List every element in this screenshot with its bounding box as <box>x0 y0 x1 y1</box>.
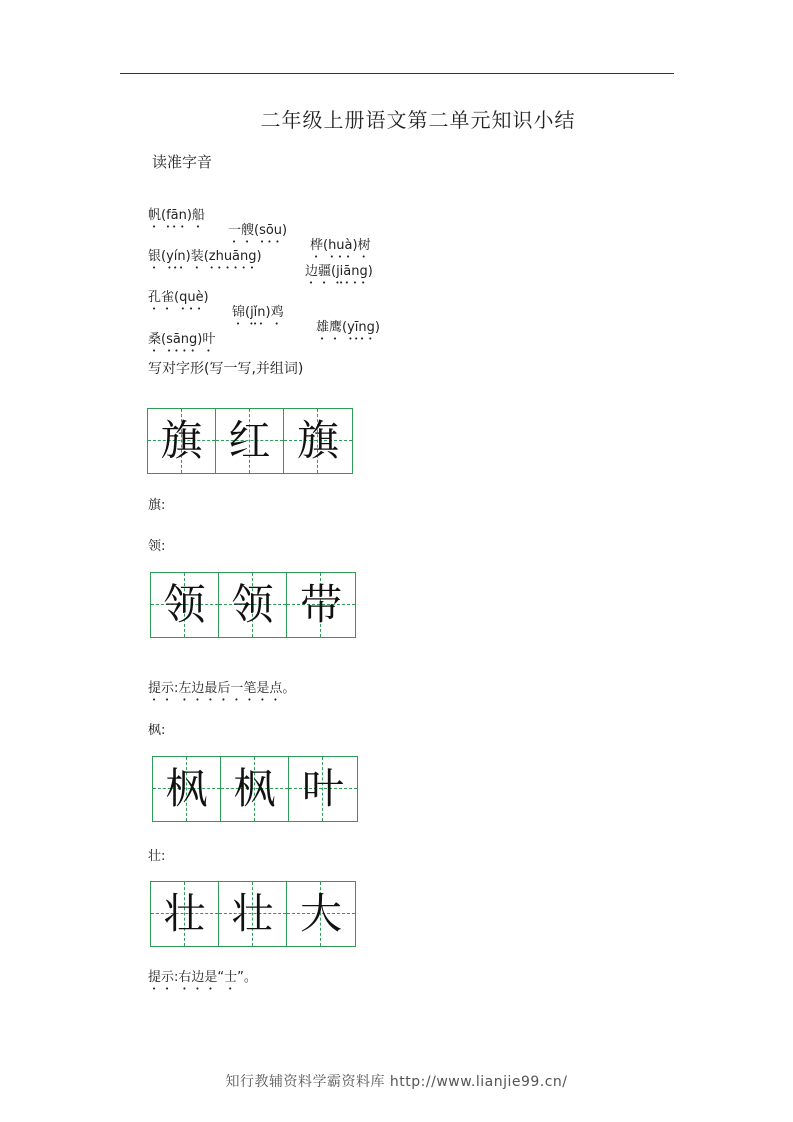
grid-character: 壮 <box>163 889 206 938</box>
grid-character: 枫 <box>165 764 208 813</box>
page-title: 二年级上册语文第二单元知识小结 <box>260 108 576 132</box>
grid-character: 带 <box>299 580 342 629</box>
pronunciation-row-4 <box>148 313 216 347</box>
word-item: 雄鹰(yīng) <box>316 320 380 335</box>
grid-cell <box>148 409 216 473</box>
grid-cell <box>153 757 221 821</box>
word-item: 桦(huà)树 <box>310 238 371 253</box>
grid-cell <box>284 409 352 473</box>
grid-character: 大 <box>299 889 342 938</box>
character-grid <box>147 408 353 474</box>
grid-character: 枫 <box>233 764 276 813</box>
pronunciation-heading: 读准字音 <box>152 153 213 171</box>
word-item: 边疆(jiāng) <box>305 264 373 279</box>
word-item: 一艘(sōu) <box>228 223 288 238</box>
grid-cell <box>289 757 357 821</box>
grid-character: 领 <box>163 580 206 629</box>
grid-cell <box>219 573 287 637</box>
grid-cell <box>151 882 219 946</box>
grid-cell <box>219 882 287 946</box>
hint-text: 提示:左边最后一笔是点。 <box>148 681 296 696</box>
word-label: 壮: <box>148 849 166 864</box>
character-grid <box>152 756 358 822</box>
word-label: 领: <box>148 539 166 554</box>
character-grid <box>150 881 356 947</box>
grid-character: 领 <box>231 580 274 629</box>
character-grid <box>150 572 356 638</box>
grid-character: 红 <box>228 416 271 465</box>
word-label: 枫: <box>148 723 166 738</box>
word-item: 孔雀(què) <box>148 290 209 305</box>
grid-cell <box>287 573 355 637</box>
writing-heading: 写对字形(写一写,并组词) <box>148 361 304 377</box>
word-label: 旗: <box>148 498 166 513</box>
word-item: 银(yín)装(zhuāng) <box>148 249 262 264</box>
grid-cell <box>221 757 289 821</box>
grid-character: 旗 <box>296 416 339 465</box>
hint-text: 提示:右边是“士”。 <box>148 970 257 985</box>
grid-character: 旗 <box>160 416 203 465</box>
grid-cell <box>216 409 284 473</box>
grid-cell <box>287 882 355 946</box>
footer-source: 知行教辅资料学霸资料库 http://www.lianjie99.cn/ <box>225 1074 568 1090</box>
grid-character: 壮 <box>231 889 274 938</box>
word-item: 帆(fān)船 <box>148 208 205 223</box>
grid-cell <box>151 573 219 637</box>
top-rule <box>120 73 674 74</box>
word-item: 锦(jǐn)鸡 <box>232 305 284 320</box>
word-item: 桑(sāng)叶 <box>148 332 216 347</box>
grid-character: 叶 <box>301 764 344 813</box>
